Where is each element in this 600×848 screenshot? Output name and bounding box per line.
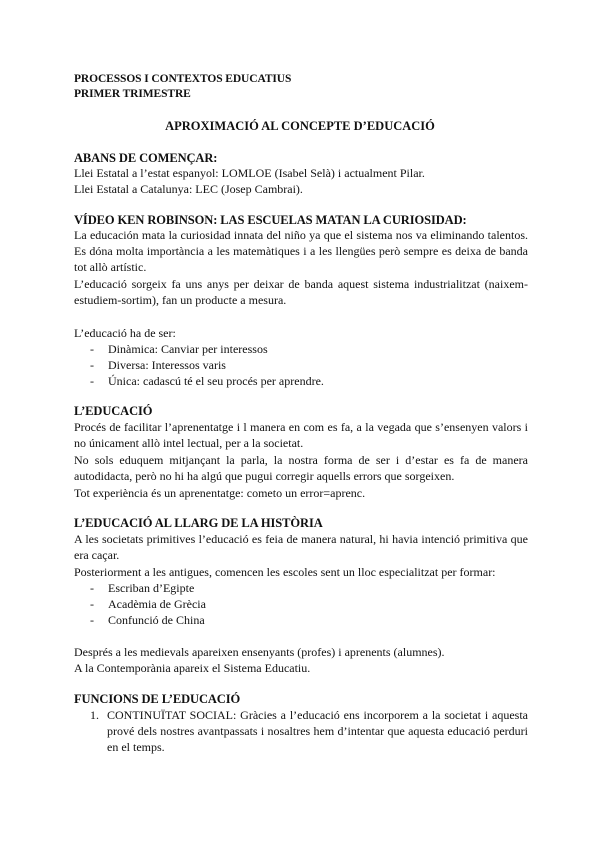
list-item-text: Única: cadascú té el seu procés per aprendre. [108, 374, 324, 388]
list-number: 1. [90, 708, 99, 722]
video-paragraph: L’educació sorgeix fa uns anys per deixar de banda aquest sistema industrialitzat (naixem-estudiem-sortim), fan un producte a mesura. [74, 277, 528, 308]
list-item-text: Acadèmia de Grècia [108, 597, 206, 611]
list-marker: - [90, 342, 94, 356]
list-item [90, 596, 206, 612]
section-heading-educacio: L’EDUCACIÓ [74, 404, 153, 418]
video-list-intro: L’educació ha de ser: [74, 326, 176, 340]
list-marker: - [90, 613, 94, 627]
list-item-text: Diversa: Interessos varis [108, 358, 226, 372]
list-item [90, 341, 268, 357]
list-item [90, 580, 194, 596]
section-heading-video: VÍDEO KEN ROBINSON: LAS ESCUELAS MATAN LA CURIOSIDAD: [74, 213, 467, 227]
historia-paragraph: Posteriorment a les antigues, comencen les escoles sent un lloc especialitzat per formar: [74, 565, 496, 579]
list-marker: - [90, 597, 94, 611]
list-marker: - [90, 358, 94, 372]
section-heading-historia: L’EDUCACIÓ AL LLARG DE LA HISTÒRIA [74, 516, 323, 530]
abans-line: Llei Estatal a l’estat espanyol: LOMLOE (Isabel Selà) i actualment Pilar. [74, 166, 425, 180]
educacio-paragraph: No sols eduquem mitjançant la parla, la nostra forma de ser i d’estar es fa de manera autodidacta, però no hi ha algú que pugui corregir aquells errors que sorgeixen. [74, 453, 528, 484]
term-name: PRIMER TRIMESTRE [74, 88, 191, 100]
historia-paragraph: A la Contemporània apareix el Sistema Educatiu. [74, 661, 311, 675]
section-heading-abans: ABANS DE COMENÇAR: [74, 151, 218, 165]
numbered-list-item [90, 707, 528, 756]
educacio-paragraph: Procés de facilitar l’aprenentatge i l manera en com es fa, a la vegada que s’ensenyen valors i no únicament allò intel lectual, per a la societat. [74, 420, 528, 451]
abans-line: Llei Estatal a Catalunya: LEC (Josep Cambrai). [74, 182, 303, 197]
list-item [90, 357, 226, 373]
list-marker: - [90, 581, 94, 595]
historia-paragraph: A les societats primitives l’educació es feia de manera natural, hi havia intenció primitiva que era caçar. [74, 532, 528, 563]
abans-lines [74, 165, 528, 197]
video-paragraph: La educación mata la curiosidad innata del niño ya que el sistema nos va eliminando talentos. Es dóna molta importància a les matemàtiques i a les llengües però sempre es deixa de banda tot allò artístic. [74, 228, 528, 275]
subject-name: PROCESSOS I CONTEXTOS EDUCATIUS [74, 73, 292, 85]
list-item-text: Escriban d’Egipte [108, 581, 195, 595]
list-item-text: Dinàmica: Canviar per interessos [108, 342, 268, 356]
section-heading-funcions: FUNCIONS DE L’EDUCACIÓ [74, 692, 241, 706]
course-header [74, 72, 291, 102]
list-item-text: Confunció de China [108, 613, 205, 627]
historia-paragraph: Després a les medievals apareixen ensenyants (profes) i aprenents (alumnes). [74, 645, 445, 659]
list-item [90, 612, 205, 628]
educacio-paragraph: Tot experiència és un aprenentatge: cometo un error=aprenc. [74, 486, 366, 500]
page-title: APROXIMACIÓ AL CONCEPTE D’EDUCACIÓ [165, 119, 435, 133]
list-marker: - [90, 374, 94, 388]
list-item-text: CONTINUÏTAT SOCIAL: Gràcies a l’educació ens incorporem a la societat i aquesta prové dels nostres avantpassats i nosaltres hem d’intentar que aquesta educació perduri en el temps. [107, 708, 528, 755]
list-item [90, 373, 324, 389]
